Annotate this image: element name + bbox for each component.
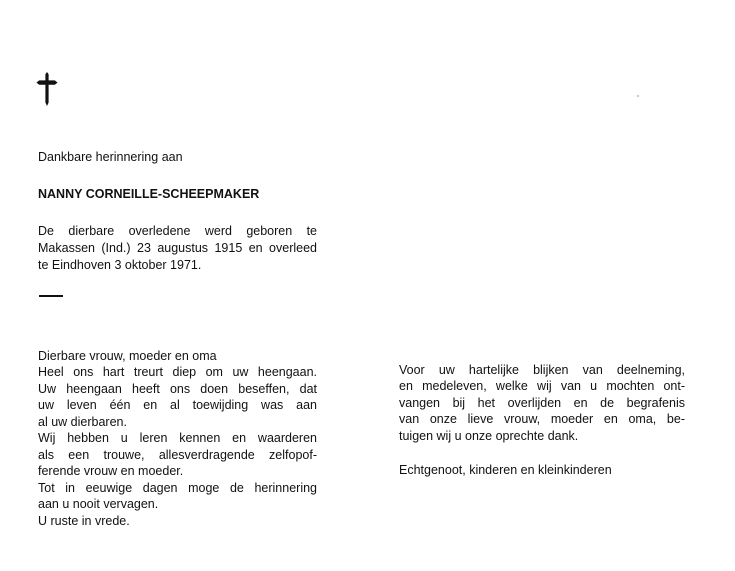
- birth-line-3: te Eindhoven 3 oktober 1971.: [38, 258, 202, 272]
- signature: Echtgenoot, kinderen en kleinkinderen: [399, 463, 612, 477]
- poem-line: als een trouwe, allesverdragende zelfopof-: [38, 448, 317, 462]
- thanks-line: tuigen wij u onze oprechte dank.: [399, 429, 579, 443]
- poem-line: aan u nooit vervagen.: [38, 497, 159, 511]
- poem-line: U ruste in vrede.: [38, 514, 130, 528]
- thanks-line: van onze lieve vrouw, moeder en oma, be-: [399, 412, 685, 426]
- poem-line: Heel ons hart treurt diep om uw heengaan.: [38, 365, 317, 379]
- poem-line: Uw heengaan heeft ons doen beseffen, dat: [38, 382, 317, 396]
- thanks-line: en medeleven, welke wij van u mochten ont-: [399, 379, 685, 393]
- poem-line: Tot in eeuwige dagen moge de herinnering: [38, 481, 317, 495]
- thanks-line: Voor uw hartelijke blijken van deelneming,: [399, 363, 685, 377]
- poem-line: ferende vrouw en moeder.: [38, 464, 184, 478]
- poem-line: Wij hebben u leren kennen en waarderen: [38, 431, 317, 445]
- poem-line: uw leven één en al toewijding was aan: [38, 398, 317, 412]
- birth-line-2: Makassen (Ind.) 23 augustus 1915 en overleed: [38, 241, 317, 255]
- thanks-line: vangen bij het overlijden en de begrafenis: [399, 396, 685, 410]
- birth-line-1: De dierbare overledene werd geboren te: [38, 224, 317, 238]
- poem-line: al uw dierbaren.: [38, 415, 127, 429]
- intro-text: Dankbare herinnering aan: [38, 150, 183, 164]
- poem-line: Dierbare vrouw, moeder en oma: [38, 349, 217, 363]
- divider-dash: [39, 295, 63, 297]
- paper-speck: [637, 95, 639, 97]
- latin-cross-icon: [36, 72, 58, 106]
- deceased-name: NANNY CORNEILLE-SCHEEPMAKER: [38, 187, 260, 201]
